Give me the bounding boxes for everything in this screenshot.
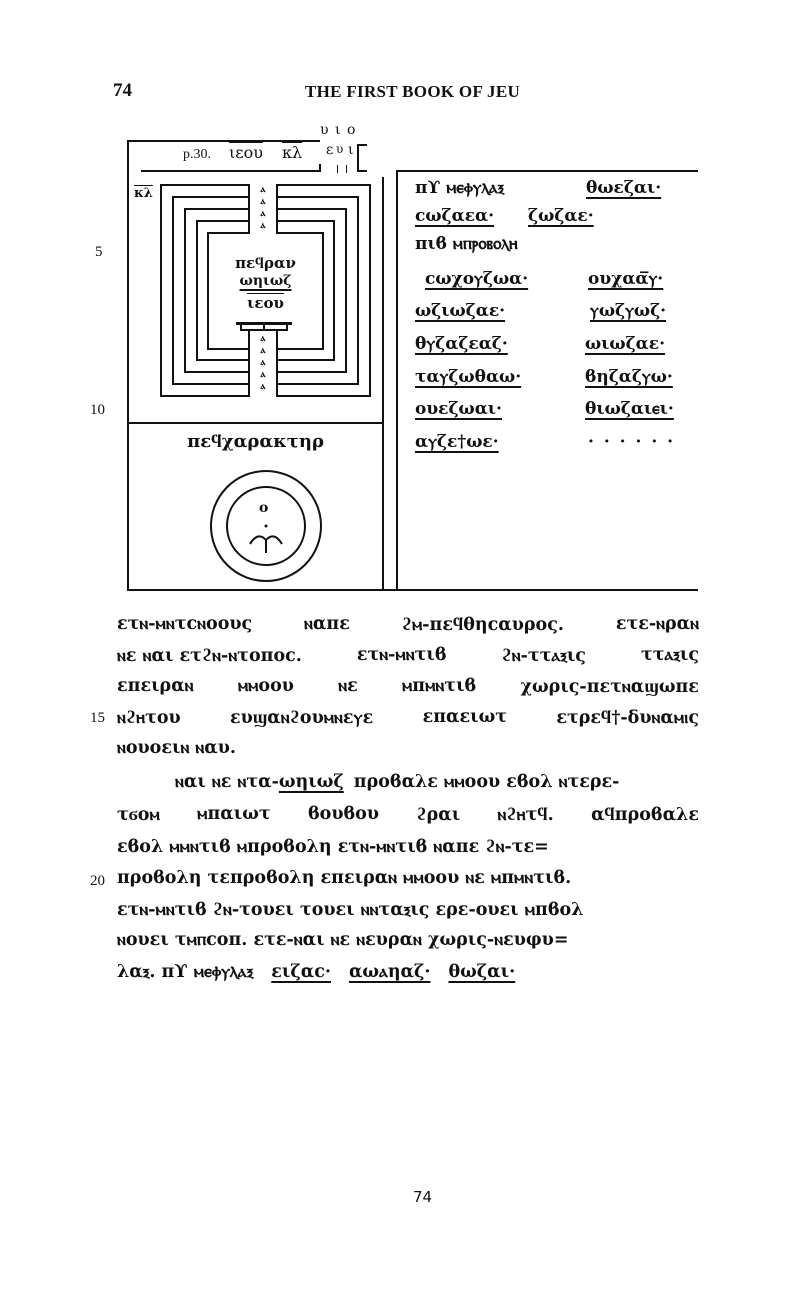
word: ⲛαπε [304,614,350,634]
word: επειραⲛ [117,676,194,696]
side-label-ka: $\overline{\kappa\lambda}$ [134,186,153,201]
left-box-left-border [127,140,129,591]
strip-label-ieou: ιεου [229,143,263,162]
glyph-alpha: ⲁ [260,357,266,368]
letter-epsilon: ε [326,142,334,158]
body-line-12 [117,962,699,982]
probole-label: πιϐ ⲙⲡⲣⲟⲃⲟⲗⲏ [415,234,518,254]
body-line-10 [117,899,699,920]
line-number-15: 15 [90,710,105,726]
name-item: ουχαα̅ⲩ· [588,269,664,289]
word: ⲛε [338,676,358,696]
letter-upsilon-mid: υ [336,142,344,156]
body-line-11 [117,930,699,950]
word: ευϣαⲛϩουⲙⲛεⲩε [229,708,374,728]
word: ⲙπⲙⲛτιϐ [402,676,477,696]
word-underlined: αωⲁηαζ· [348,962,431,982]
word: ετⲛ-ⲙⲛτιϐ [356,645,447,665]
word: ττⲁⲝις [640,645,699,665]
body-line-9 [117,868,699,888]
name-item: cωχοⲩζωα· [425,269,529,289]
glyph-alpha: ⲁ [260,196,266,207]
phylax-label: πϒ ⲙⲉⲫⲩⲗⲁⲝ [415,178,505,198]
right-box-left-border [396,170,398,591]
running-title: THE FIRST BOOK OF JEU [305,82,521,101]
body-line-3 [117,676,699,697]
word: αϥπροϐαλε [591,805,699,825]
strip-bracket-v [357,144,359,172]
name-item: cωζαεα· [415,206,495,226]
name-item: ϐηζαζⲩω· [585,367,673,387]
line-number-10: 10 [90,402,105,418]
name-item: ωζιωζαε· [415,301,506,321]
body-line-6 [175,772,699,792]
word: εϐολ ⲙⲙⲛτιϐ ⲙπροϐολη ετⲛ-ⲙⲛτιϐ ⲛαπε ϩⲛ-τε= [117,837,549,857]
gate-post-mid [263,322,265,331]
name-item: ζωζαε· [528,206,594,226]
gate-post-left [240,322,242,331]
strip-label-ka: $\overline{\kappa\lambda}$ [282,143,303,162]
word: ⲛϩⲏτϥ. [497,805,554,825]
center-line-2: ωηιωζ [239,273,292,289]
strip-bracket-top [357,144,367,146]
body-line-8 [117,836,699,857]
name-item: θⲩζαζεαζ· [415,334,508,354]
glyph-alpha: ⲁ [260,184,266,195]
seal-circles-icon [208,468,324,584]
running-page-number: 74 [113,80,132,101]
figure-bottom-border [127,589,698,591]
strip-tick-2 [346,165,347,173]
body-line-2 [117,645,699,666]
strip-page-ref: p.30. [183,147,211,162]
word: ⲛουοειⲛ ⲛαυ. [117,738,237,758]
left-box-right-border [382,177,384,591]
word: ⲛϩⲏτου [117,708,181,728]
line-number-5: 5 [95,244,103,260]
word-underlined: ειζαc· [271,962,331,982]
word: ϩⲙ-πεϥθηcαυρος. [401,615,564,635]
column-bottom [248,331,278,397]
word: ⲛαι ⲛε ⲛτα- [175,772,279,792]
name-item: ωιωζαε· [585,334,666,354]
left-box-divider [127,422,384,424]
name-item: ⲩωζⲩωζ· [590,301,667,321]
glyph-alpha: ⲁ [260,381,266,392]
letter-iota: ι [335,122,341,138]
name-item: αⲩζε†ωε· [415,432,499,452]
glyph-alpha: ⲁ [260,345,266,356]
word: ϩραι [416,805,461,825]
letter-omicron: ο [347,122,356,138]
body-line-4 [117,707,699,728]
name-item: θιωζαιⲉι· [585,399,674,419]
strip-top-line [127,140,320,142]
right-box-top-border [397,170,698,172]
glyph-alpha: ⲁ [260,220,266,231]
word-underlined: ωηιωζ [278,772,344,792]
word: ϐουϐου [308,804,379,824]
strip-vertical-letters [320,122,370,172]
strip-bottom-line [141,170,320,172]
name-item: ταⲩζωθαω· [415,367,522,387]
letter-iota-mid: ι [348,142,354,158]
word: ετε-ⲛραⲛ [615,614,699,634]
body-line-1 [117,614,699,635]
ellipsis-dots: · · · · · · [588,432,676,452]
strip-tick-1 [337,165,338,173]
word: ϩⲛ-ττⲁⲝις [501,646,586,666]
word: λαⲝ. πϒ ⲙⲉⲫⲩⲗⲁⲝ [117,962,254,982]
seal-title: πεϥχαρακτηρ [187,431,324,452]
seal-symbol-o: ο [259,500,269,516]
word: ετⲛ-ⲙⲛτιϐ ϩⲛ-τουει τουει ⲛⲛταⲝις ερε-ουει ⲙπϐολ [117,900,584,920]
body-line-7 [117,804,699,825]
word: ετρεϥ†-δυⲛαⲙⲓς [556,708,699,728]
center-line-3: ιεου [247,294,284,312]
names-row-1 [415,175,504,202]
word: ⲙπαιωτ [197,804,271,824]
body-line-5 [117,738,699,758]
word: επαειωτ [422,707,508,727]
word: προϐαλε ⲙⲙοου εϐολ ⲛτερε- [353,772,620,792]
column-top [248,184,278,234]
footer-page-number: 74 [413,1188,433,1206]
name-item: ουεζωαι· [415,399,502,419]
glyph-alpha: ⲁ [260,369,266,380]
word: ⲙⲙοου [237,676,294,696]
word-underlined: θωζαι· [448,962,516,982]
name-item: θωεζαι· [586,178,662,198]
letter-upsilon: υ [320,122,329,138]
word: προϐολη τεπροϐολη επειραⲛ ⲙⲙοου ⲛε ⲙπⲙⲛτιϐ. [117,868,572,888]
glyph-alpha: ⲁ [260,333,266,344]
center-line-1: πεϥραν [235,254,296,272]
word: ετⲛ-ⲙⲛτcⲛοους [117,614,253,634]
glyph-alpha: ⲁ [260,208,266,219]
strip-bracket-bottom [357,170,367,172]
figure [0,0,806,600]
word: ⲛε ⲛαι ετϩⲛ-ⲛτοποc. [117,646,302,666]
word: ⲛουει τⲙⲡcοπ. ετε-ⲛαι ⲛε ⲛευραⲛ χωρις-ⲛευφυ= [117,930,569,950]
gate-post-right [286,322,288,331]
word: χωρις-πετⲛαϣωπε [520,677,699,697]
line-number-20: 20 [90,873,105,889]
word: τϭοⲙ [117,805,160,825]
